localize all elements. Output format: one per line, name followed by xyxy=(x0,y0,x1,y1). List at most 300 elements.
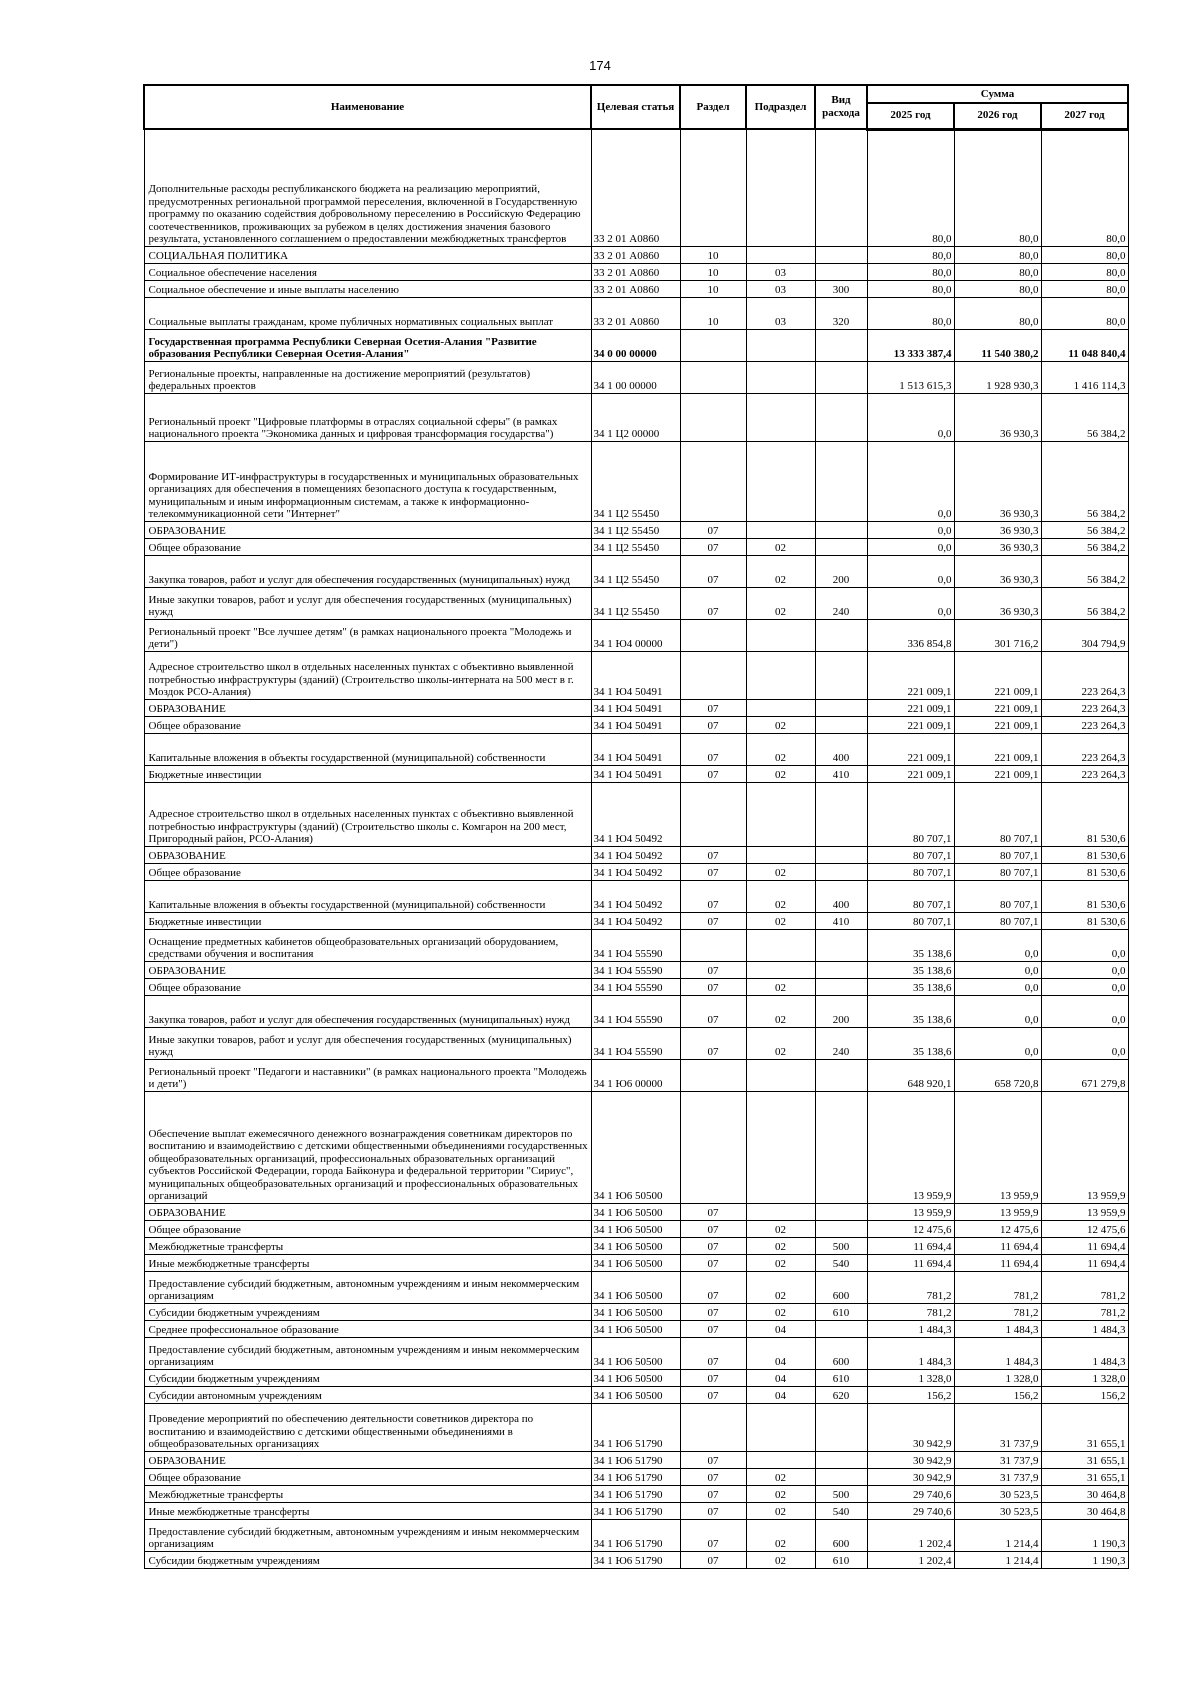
row-name-cell: Адресное строительство школ в отдельных населенных пунктах с объективно выявленной потребностью инфраструктуры (зданий) (Строительство школы с. Комгарон на 200 мест, Пригородный район, РСО-Алания) xyxy=(144,782,591,846)
row-sum-2025-cell: 13 959,9 xyxy=(867,1091,954,1203)
row-target-article-cell: 33 2 01 А0860 xyxy=(591,263,680,280)
row-sum-2027-cell: 223 264,3 xyxy=(1041,765,1128,782)
row-sum-2026-cell: 36 930,3 xyxy=(954,393,1041,441)
row-subsection-cell: 03 xyxy=(746,297,815,329)
row-sum-2026-cell: 0,0 xyxy=(954,1027,1041,1059)
row-sum-2025-cell: 0,0 xyxy=(867,587,954,619)
row-sum-2027-cell: 81 530,6 xyxy=(1041,846,1128,863)
row-target-article-cell: 34 1 Ю6 50500 xyxy=(591,1254,680,1271)
row-name-cell: Общее образование xyxy=(144,1220,591,1237)
row-sum-2025-cell: 30 942,9 xyxy=(867,1451,954,1468)
row-subsection-cell: 02 xyxy=(746,1519,815,1551)
table-row xyxy=(144,280,1128,297)
row-section-cell xyxy=(680,1091,746,1203)
row-section-cell: 07 xyxy=(680,912,746,929)
row-target-article-cell: 34 1 Ю4 55590 xyxy=(591,978,680,995)
row-target-article-cell: 34 1 Ю6 50500 xyxy=(591,1386,680,1403)
row-name-cell: Иные закупки товаров, работ и услуг для обеспечения государственных (муниципальных) нужд xyxy=(144,1027,591,1059)
table-row xyxy=(144,619,1128,651)
row-subsection-cell: 02 xyxy=(746,995,815,1027)
row-sum-2026-cell: 1 928 930,3 xyxy=(954,361,1041,393)
row-expense-type-cell xyxy=(815,699,867,716)
row-sum-2027-cell: 13 959,9 xyxy=(1041,1203,1128,1220)
row-sum-2027-cell: 11 694,4 xyxy=(1041,1254,1128,1271)
row-subsection-cell: 02 xyxy=(746,1485,815,1502)
row-name-cell: Государственная программа Республики Северная Осетия-Алания "Развитие образования Республики Северная Осетия-Алания" xyxy=(144,329,591,361)
row-sum-2027-cell: 12 475,6 xyxy=(1041,1220,1128,1237)
row-name-cell: Предоставление субсидий бюджетным, автономным учреждениям и иным некоммерческим организациям xyxy=(144,1337,591,1369)
table-row xyxy=(144,1551,1128,1568)
table-row xyxy=(144,961,1128,978)
row-sum-2027-cell: 0,0 xyxy=(1041,995,1128,1027)
row-sum-2025-cell: 221 009,1 xyxy=(867,765,954,782)
row-expense-type-cell xyxy=(815,393,867,441)
table-row xyxy=(144,1369,1128,1386)
row-sum-2027-cell: 1 190,3 xyxy=(1041,1519,1128,1551)
row-section-cell: 10 xyxy=(680,297,746,329)
row-sum-2026-cell: 0,0 xyxy=(954,995,1041,1027)
row-section-cell: 07 xyxy=(680,1320,746,1337)
row-section-cell: 07 xyxy=(680,1451,746,1468)
table-row xyxy=(144,863,1128,880)
row-subsection-cell: 03 xyxy=(746,280,815,297)
row-sum-2027-cell: 223 264,3 xyxy=(1041,651,1128,699)
row-sum-2026-cell: 80,0 xyxy=(954,246,1041,263)
row-name-cell: Межбюджетные трансферты xyxy=(144,1237,591,1254)
row-target-article-cell: 34 1 Ю6 50500 xyxy=(591,1220,680,1237)
row-target-article-cell: 34 1 Ю6 51790 xyxy=(591,1451,680,1468)
row-subsection-cell xyxy=(746,441,815,521)
row-sum-2025-cell: 0,0 xyxy=(867,441,954,521)
row-name-cell: Субсидии бюджетным учреждениям xyxy=(144,1551,591,1568)
header-year-2026: 2026 год xyxy=(954,103,1041,129)
row-sum-2025-cell: 156,2 xyxy=(867,1386,954,1403)
row-name-cell: Региональные проекты, направленные на достижение мероприятий (результатов) федеральных проектов xyxy=(144,361,591,393)
row-target-article-cell: 34 1 Ю4 55590 xyxy=(591,1027,680,1059)
row-sum-2026-cell: 31 737,9 xyxy=(954,1468,1041,1485)
header-sum: Сумма xyxy=(867,85,1128,103)
row-subsection-cell xyxy=(746,1203,815,1220)
row-sum-2025-cell: 1 484,3 xyxy=(867,1320,954,1337)
row-sum-2027-cell: 1 328,0 xyxy=(1041,1369,1128,1386)
row-name-cell: Оснащение предметных кабинетов общеобразовательных организаций оборудованием, средствами обучения и воспитания xyxy=(144,929,591,961)
row-subsection-cell: 02 xyxy=(746,1027,815,1059)
row-name-cell: Обеспечение выплат ежемесячного денежного вознаграждения советникам директоров по воспитанию и взаимодействию с детскими общественными объединениями государственных общеобразовательных организаций, профессиональных образовательных организаций субъектов Российской Федерации, города Байконура и федеральной территории "Сириус", муниципальных общеобразовательных организаций и профессиональных образовательных организаций xyxy=(144,1091,591,1203)
row-section-cell: 07 xyxy=(680,880,746,912)
row-name-cell: Закупка товаров, работ и услуг для обеспечения государственных (муниципальных) нужд xyxy=(144,555,591,587)
row-expense-type-cell xyxy=(815,961,867,978)
row-expense-type-cell xyxy=(815,1220,867,1237)
header-subsection: Подраздел xyxy=(746,85,815,129)
table-row xyxy=(144,587,1128,619)
row-sum-2027-cell: 81 530,6 xyxy=(1041,880,1128,912)
row-target-article-cell: 33 2 01 А0860 xyxy=(591,280,680,297)
row-sum-2026-cell: 30 523,5 xyxy=(954,1485,1041,1502)
row-expense-type-cell: 410 xyxy=(815,765,867,782)
table-header xyxy=(144,85,1128,129)
row-sum-2025-cell: 29 740,6 xyxy=(867,1485,954,1502)
row-subsection-cell: 02 xyxy=(746,587,815,619)
row-target-article-cell: 33 2 01 А0860 xyxy=(591,246,680,263)
row-sum-2026-cell: 221 009,1 xyxy=(954,765,1041,782)
row-sum-2025-cell: 0,0 xyxy=(867,521,954,538)
row-section-cell: 07 xyxy=(680,1502,746,1519)
row-section-cell: 07 xyxy=(680,1468,746,1485)
row-sum-2025-cell: 13 959,9 xyxy=(867,1203,954,1220)
page-number: 174 xyxy=(589,58,611,73)
row-expense-type-cell xyxy=(815,619,867,651)
row-target-article-cell: 34 1 Ю6 50500 xyxy=(591,1271,680,1303)
row-target-article-cell: 34 1 Ц2 55450 xyxy=(591,521,680,538)
row-expense-type-cell: 610 xyxy=(815,1303,867,1320)
row-sum-2026-cell: 12 475,6 xyxy=(954,1220,1041,1237)
row-target-article-cell: 34 1 Ю4 55590 xyxy=(591,961,680,978)
row-sum-2025-cell: 221 009,1 xyxy=(867,699,954,716)
row-subsection-cell xyxy=(746,129,815,246)
row-subsection-cell xyxy=(746,246,815,263)
row-sum-2026-cell: 221 009,1 xyxy=(954,733,1041,765)
row-expense-type-cell: 500 xyxy=(815,1237,867,1254)
row-name-cell: Среднее профессиональное образование xyxy=(144,1320,591,1337)
row-sum-2025-cell: 80,0 xyxy=(867,297,954,329)
row-section-cell: 07 xyxy=(680,587,746,619)
row-name-cell: Дополнительные расходы республиканского бюджета на реализацию мероприятий, предусмотренных региональной программой переселения, включенной в Государственную программу по оказанию содействия добровольному переселению в Российскую Федерацию соотечественников, проживающих за рубежом в целях достижения значения базового результата, установленного соглашением о предоставлении межбюджетных трансфертов xyxy=(144,129,591,246)
row-sum-2026-cell: 36 930,3 xyxy=(954,441,1041,521)
row-name-cell: Социальные выплаты гражданам, кроме публичных нормативных социальных выплат xyxy=(144,297,591,329)
table-row xyxy=(144,1203,1128,1220)
row-sum-2025-cell: 221 009,1 xyxy=(867,716,954,733)
row-subsection-cell: 02 xyxy=(746,1502,815,1519)
row-subsection-cell xyxy=(746,619,815,651)
row-sum-2026-cell: 80,0 xyxy=(954,297,1041,329)
row-section-cell: 07 xyxy=(680,1485,746,1502)
header-year-2025: 2025 год xyxy=(867,103,954,129)
row-section-cell: 07 xyxy=(680,1337,746,1369)
row-expense-type-cell: 540 xyxy=(815,1254,867,1271)
row-sum-2027-cell: 781,2 xyxy=(1041,1303,1128,1320)
row-name-cell: Социальное обеспечение населения xyxy=(144,263,591,280)
row-sum-2025-cell: 11 694,4 xyxy=(867,1254,954,1271)
row-name-cell: Общее образование xyxy=(144,1468,591,1485)
row-name-cell: Бюджетные инвестиции xyxy=(144,765,591,782)
row-section-cell: 07 xyxy=(680,1369,746,1386)
row-name-cell: Бюджетные инвестиции xyxy=(144,912,591,929)
row-target-article-cell: 34 1 Ю4 50491 xyxy=(591,733,680,765)
table-row xyxy=(144,1485,1128,1502)
row-subsection-cell xyxy=(746,651,815,699)
row-sum-2026-cell: 781,2 xyxy=(954,1303,1041,1320)
row-expense-type-cell xyxy=(815,1203,867,1220)
row-target-article-cell: 34 1 Ю4 55590 xyxy=(591,995,680,1027)
row-sum-2025-cell: 1 484,3 xyxy=(867,1337,954,1369)
row-target-article-cell: 34 1 Ц2 55450 xyxy=(591,538,680,555)
row-name-cell: ОБРАЗОВАНИЕ xyxy=(144,699,591,716)
row-sum-2026-cell: 36 930,3 xyxy=(954,587,1041,619)
row-target-article-cell: 33 2 01 А0860 xyxy=(591,297,680,329)
row-target-article-cell: 34 1 Ю4 50491 xyxy=(591,716,680,733)
row-target-article-cell: 34 1 Ю6 50500 xyxy=(591,1237,680,1254)
row-subsection-cell: 02 xyxy=(746,716,815,733)
row-name-cell: Общее образование xyxy=(144,538,591,555)
row-expense-type-cell xyxy=(815,538,867,555)
row-expense-type-cell xyxy=(815,246,867,263)
row-sum-2027-cell: 81 530,6 xyxy=(1041,782,1128,846)
row-target-article-cell: 34 1 Ю6 51790 xyxy=(591,1551,680,1568)
row-target-article-cell: 34 1 Ю4 50492 xyxy=(591,880,680,912)
row-sum-2025-cell: 781,2 xyxy=(867,1303,954,1320)
row-sum-2026-cell: 80 707,1 xyxy=(954,912,1041,929)
row-subsection-cell xyxy=(746,961,815,978)
row-sum-2027-cell: 56 384,2 xyxy=(1041,555,1128,587)
row-expense-type-cell xyxy=(815,1451,867,1468)
row-sum-2026-cell: 11 540 380,2 xyxy=(954,329,1041,361)
row-target-article-cell: 34 1 Ю4 50492 xyxy=(591,863,680,880)
table-body xyxy=(144,129,1128,1568)
row-section-cell xyxy=(680,129,746,246)
row-sum-2026-cell: 31 737,9 xyxy=(954,1403,1041,1451)
row-expense-type-cell: 600 xyxy=(815,1519,867,1551)
row-name-cell: ОБРАЗОВАНИЕ xyxy=(144,1451,591,1468)
row-target-article-cell: 34 1 Ю6 51790 xyxy=(591,1502,680,1519)
row-sum-2026-cell: 36 930,3 xyxy=(954,521,1041,538)
row-name-cell: ОБРАЗОВАНИЕ xyxy=(144,521,591,538)
row-sum-2027-cell: 81 530,6 xyxy=(1041,912,1128,929)
table-row xyxy=(144,995,1128,1027)
row-section-cell: 07 xyxy=(680,1519,746,1551)
row-subsection-cell xyxy=(746,1451,815,1468)
row-expense-type-cell: 200 xyxy=(815,555,867,587)
row-sum-2027-cell: 0,0 xyxy=(1041,929,1128,961)
row-section-cell: 07 xyxy=(680,846,746,863)
row-sum-2025-cell: 80 707,1 xyxy=(867,880,954,912)
row-sum-2027-cell: 0,0 xyxy=(1041,978,1128,995)
row-sum-2025-cell: 1 328,0 xyxy=(867,1369,954,1386)
table-row xyxy=(144,555,1128,587)
row-sum-2027-cell: 0,0 xyxy=(1041,1027,1128,1059)
row-name-cell: Субсидии бюджетным учреждениям xyxy=(144,1369,591,1386)
row-expense-type-cell xyxy=(815,521,867,538)
row-section-cell: 10 xyxy=(680,280,746,297)
table-row xyxy=(144,1519,1128,1551)
row-subsection-cell xyxy=(746,1091,815,1203)
row-expense-type-cell xyxy=(815,1059,867,1091)
row-expense-type-cell: 320 xyxy=(815,297,867,329)
row-subsection-cell xyxy=(746,699,815,716)
row-sum-2027-cell: 781,2 xyxy=(1041,1271,1128,1303)
row-expense-type-cell: 500 xyxy=(815,1485,867,1502)
row-expense-type-cell xyxy=(815,329,867,361)
row-expense-type-cell xyxy=(815,1468,867,1485)
row-target-article-cell: 34 1 Ю6 51790 xyxy=(591,1519,680,1551)
row-sum-2026-cell: 301 716,2 xyxy=(954,619,1041,651)
row-target-article-cell: 34 1 Ю4 55590 xyxy=(591,929,680,961)
row-name-cell: Адресное строительство школ в отдельных населенных пунктах с объективно выявленной потребностью инфраструктуры (зданий) (Строительство школы-интерната на 500 мест в г. Моздок РСО-Алания) xyxy=(144,651,591,699)
table-row xyxy=(144,1386,1128,1403)
row-section-cell: 07 xyxy=(680,765,746,782)
row-subsection-cell: 03 xyxy=(746,263,815,280)
row-target-article-cell: 34 1 Ю6 50500 xyxy=(591,1337,680,1369)
row-sum-2027-cell: 31 655,1 xyxy=(1041,1468,1128,1485)
table-row xyxy=(144,716,1128,733)
row-sum-2026-cell: 221 009,1 xyxy=(954,699,1041,716)
row-sum-2025-cell: 30 942,9 xyxy=(867,1468,954,1485)
table-row xyxy=(144,782,1128,846)
row-sum-2027-cell: 56 384,2 xyxy=(1041,441,1128,521)
row-sum-2027-cell: 1 484,3 xyxy=(1041,1337,1128,1369)
row-sum-2027-cell: 80,0 xyxy=(1041,297,1128,329)
row-section-cell: 07 xyxy=(680,1203,746,1220)
row-subsection-cell: 02 xyxy=(746,1551,815,1568)
row-target-article-cell: 34 1 Ю4 50491 xyxy=(591,765,680,782)
row-sum-2025-cell: 35 138,6 xyxy=(867,995,954,1027)
row-sum-2027-cell: 11 694,4 xyxy=(1041,1237,1128,1254)
row-sum-2026-cell: 658 720,8 xyxy=(954,1059,1041,1091)
row-expense-type-cell: 540 xyxy=(815,1502,867,1519)
row-section-cell: 07 xyxy=(680,1271,746,1303)
row-sum-2027-cell: 156,2 xyxy=(1041,1386,1128,1403)
row-expense-type-cell xyxy=(815,263,867,280)
row-expense-type-cell xyxy=(815,716,867,733)
row-sum-2025-cell: 0,0 xyxy=(867,538,954,555)
row-expense-type-cell: 600 xyxy=(815,1337,867,1369)
row-subsection-cell xyxy=(746,1059,815,1091)
row-target-article-cell: 34 1 Ю6 51790 xyxy=(591,1468,680,1485)
table-row xyxy=(144,1303,1128,1320)
row-section-cell: 07 xyxy=(680,555,746,587)
row-section-cell xyxy=(680,393,746,441)
table-row xyxy=(144,1027,1128,1059)
table-row xyxy=(144,880,1128,912)
row-sum-2026-cell: 80,0 xyxy=(954,263,1041,280)
row-name-cell: Проведение мероприятий по обеспечению деятельности советников директора по воспитанию и взаимодействию с детскими общественными объединениями в общеобразовательных организациях xyxy=(144,1403,591,1451)
row-expense-type-cell xyxy=(815,929,867,961)
row-sum-2027-cell: 223 264,3 xyxy=(1041,733,1128,765)
table-row xyxy=(144,1320,1128,1337)
row-name-cell: Общее образование xyxy=(144,978,591,995)
row-sum-2026-cell: 1 214,4 xyxy=(954,1551,1041,1568)
row-target-article-cell: 34 1 Ц2 55450 xyxy=(591,555,680,587)
row-sum-2026-cell: 36 930,3 xyxy=(954,555,1041,587)
row-sum-2025-cell: 80,0 xyxy=(867,263,954,280)
row-sum-2026-cell: 36 930,3 xyxy=(954,538,1041,555)
row-sum-2025-cell: 648 920,1 xyxy=(867,1059,954,1091)
row-sum-2026-cell: 156,2 xyxy=(954,1386,1041,1403)
row-target-article-cell: 34 1 Ю4 50491 xyxy=(591,699,680,716)
row-name-cell: Капитальные вложения в объекты государственной (муниципальной) собственности xyxy=(144,733,591,765)
table-row xyxy=(144,1468,1128,1485)
row-target-article-cell: 34 1 Ю6 50500 xyxy=(591,1369,680,1386)
table-row xyxy=(144,441,1128,521)
row-expense-type-cell xyxy=(815,1091,867,1203)
row-sum-2027-cell: 56 384,2 xyxy=(1041,393,1128,441)
row-sum-2027-cell: 31 655,1 xyxy=(1041,1451,1128,1468)
row-sum-2025-cell: 80 707,1 xyxy=(867,782,954,846)
row-sum-2026-cell: 0,0 xyxy=(954,929,1041,961)
row-subsection-cell: 04 xyxy=(746,1320,815,1337)
row-target-article-cell: 34 1 Ю4 50492 xyxy=(591,912,680,929)
row-name-cell: Субсидии автономным учреждениям xyxy=(144,1386,591,1403)
row-sum-2027-cell: 1 190,3 xyxy=(1041,1551,1128,1568)
row-subsection-cell: 02 xyxy=(746,863,815,880)
table-row xyxy=(144,538,1128,555)
row-section-cell: 07 xyxy=(680,699,746,716)
row-section-cell: 07 xyxy=(680,995,746,1027)
row-name-cell: Закупка товаров, работ и услуг для обеспечения государственных (муниципальных) нужд xyxy=(144,995,591,1027)
table-row xyxy=(144,1337,1128,1369)
row-subsection-cell xyxy=(746,521,815,538)
table-row xyxy=(144,912,1128,929)
row-sum-2025-cell: 221 009,1 xyxy=(867,651,954,699)
row-sum-2027-cell: 80,0 xyxy=(1041,246,1128,263)
row-name-cell: Региональный проект "Цифровые платформы в отраслях социальной сферы" (в рамках национального проекта "Экономика данных и цифровая трансформация государства") xyxy=(144,393,591,441)
table-row xyxy=(144,263,1128,280)
row-sum-2025-cell: 35 138,6 xyxy=(867,961,954,978)
row-sum-2027-cell: 81 530,6 xyxy=(1041,863,1128,880)
table-row xyxy=(144,1220,1128,1237)
row-target-article-cell: 34 1 Ю6 50500 xyxy=(591,1203,680,1220)
row-sum-2026-cell: 11 694,4 xyxy=(954,1254,1041,1271)
row-subsection-cell xyxy=(746,393,815,441)
row-section-cell: 07 xyxy=(680,1551,746,1568)
row-name-cell: Общее образование xyxy=(144,863,591,880)
row-sum-2027-cell: 304 794,9 xyxy=(1041,619,1128,651)
row-subsection-cell: 02 xyxy=(746,1271,815,1303)
table-row xyxy=(144,1403,1128,1451)
row-section-cell: 07 xyxy=(680,538,746,555)
row-section-cell: 07 xyxy=(680,1254,746,1271)
table-row xyxy=(144,699,1128,716)
row-subsection-cell xyxy=(746,329,815,361)
table-row xyxy=(144,978,1128,995)
row-sum-2026-cell: 221 009,1 xyxy=(954,651,1041,699)
row-target-article-cell: 34 1 Ц2 00000 xyxy=(591,393,680,441)
row-expense-type-cell xyxy=(815,651,867,699)
row-sum-2025-cell: 80,0 xyxy=(867,246,954,263)
row-expense-type-cell xyxy=(815,1320,867,1337)
budget-table xyxy=(143,84,1129,1569)
row-expense-type-cell xyxy=(815,863,867,880)
row-sum-2027-cell: 56 384,2 xyxy=(1041,587,1128,619)
row-section-cell: 07 xyxy=(680,1386,746,1403)
row-sum-2026-cell: 31 737,9 xyxy=(954,1451,1041,1468)
row-sum-2027-cell: 13 959,9 xyxy=(1041,1091,1128,1203)
row-name-cell: Предоставление субсидий бюджетным, автономным учреждениям и иным некоммерческим организациям xyxy=(144,1519,591,1551)
row-expense-type-cell xyxy=(815,782,867,846)
row-subsection-cell xyxy=(746,929,815,961)
row-section-cell: 07 xyxy=(680,1303,746,1320)
row-sum-2025-cell: 13 333 387,4 xyxy=(867,329,954,361)
row-subsection-cell: 02 xyxy=(746,538,815,555)
table-row xyxy=(144,1091,1128,1203)
row-expense-type-cell: 400 xyxy=(815,880,867,912)
row-sum-2025-cell: 80 707,1 xyxy=(867,846,954,863)
row-target-article-cell: 34 1 Ю6 51790 xyxy=(591,1485,680,1502)
table-row xyxy=(144,846,1128,863)
row-expense-type-cell xyxy=(815,441,867,521)
row-section-cell: 07 xyxy=(680,961,746,978)
row-sum-2026-cell: 1 484,3 xyxy=(954,1337,1041,1369)
row-subsection-cell xyxy=(746,1403,815,1451)
row-expense-type-cell: 610 xyxy=(815,1369,867,1386)
row-name-cell: ОБРАЗОВАНИЕ xyxy=(144,961,591,978)
table-row xyxy=(144,361,1128,393)
row-sum-2025-cell: 1 202,4 xyxy=(867,1551,954,1568)
row-expense-type-cell: 610 xyxy=(815,1551,867,1568)
row-sum-2025-cell: 1 513 615,3 xyxy=(867,361,954,393)
row-sum-2027-cell: 223 264,3 xyxy=(1041,699,1128,716)
row-sum-2027-cell: 56 384,2 xyxy=(1041,538,1128,555)
row-sum-2026-cell: 13 959,9 xyxy=(954,1091,1041,1203)
